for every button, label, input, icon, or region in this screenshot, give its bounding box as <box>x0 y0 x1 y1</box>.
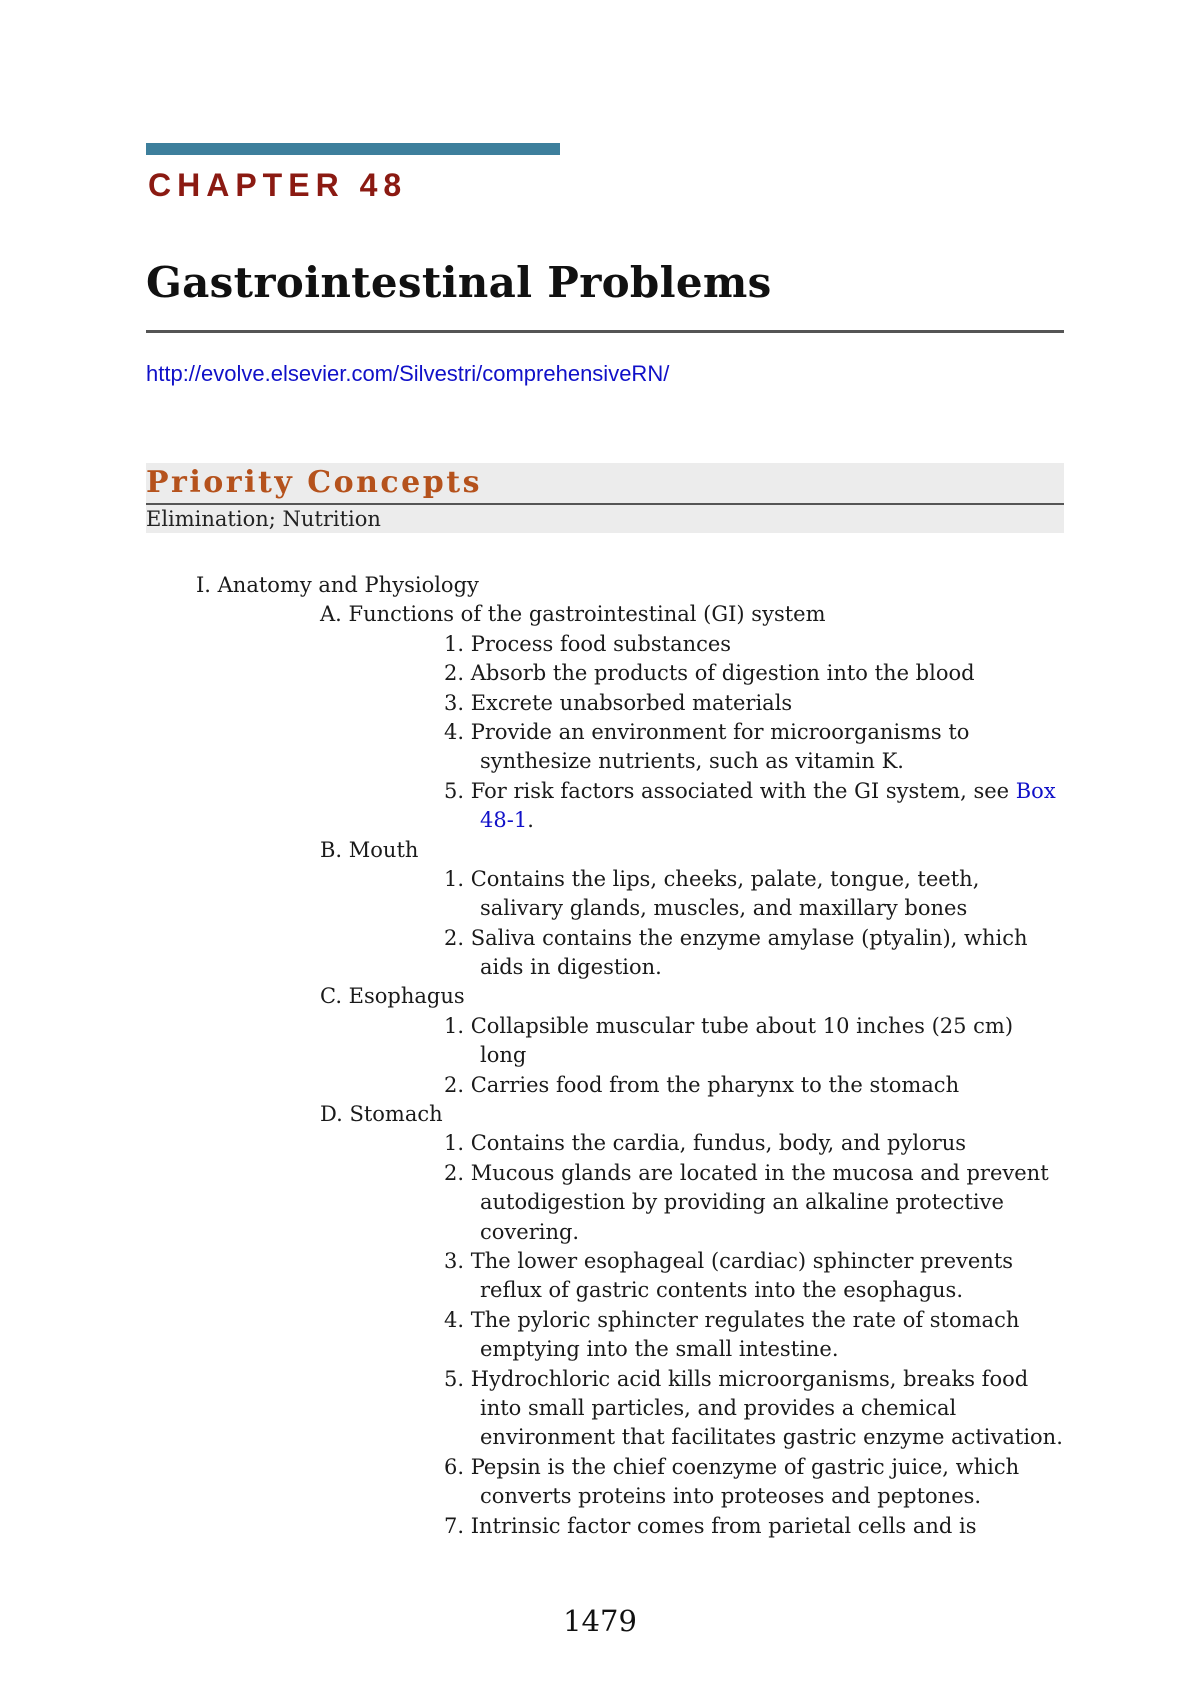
chapter-outline <box>0 571 1200 1541</box>
outline-subsection-heading: C. Esophagus <box>320 984 465 1009</box>
outline-item: 1. Collapsible muscular tube about 10 inches (25 cm) <box>444 1013 1014 1038</box>
outline-item-text: 5. For risk factors associated with the GI system, see <box>444 778 1016 803</box>
outline-item-continuation: synthesize nutrients, such as vitamin K. <box>480 749 904 774</box>
outline-item-continuation: aids in digestion. <box>480 955 662 980</box>
outline-item-continuation: salivary glands, muscles, and maxillary bones <box>480 896 968 921</box>
outline-item: 1. Contains the cardia, fundus, body, and pylorus <box>444 1131 967 1156</box>
outline-item-continuation: emptying into the small intestine. <box>480 1337 839 1362</box>
outline-item: 7. Intrinsic factor comes from parietal cells and is <box>444 1513 977 1538</box>
outline-item <box>0 777 1200 806</box>
outline-item-continuation: environment that facilitates gastric enzyme activation. <box>480 1425 1063 1450</box>
outline-item: 4. Provide an environment for microorganisms to <box>444 719 970 744</box>
outline-item: 6. Pepsin is the chief coenzyme of gastric juice, which <box>444 1454 1020 1479</box>
priority-divider <box>146 503 1064 505</box>
chapter-accent-bar <box>146 143 560 155</box>
outline-item: 2. Absorb the products of digestion into the blood <box>444 661 975 686</box>
outline-section-heading: I. Anatomy and Physiology <box>196 573 479 597</box>
outline-item-continuation: covering. <box>480 1219 580 1244</box>
outline-subsection-heading: A. Functions of the gastrointestinal (GI) system <box>320 602 826 627</box>
chapter-label: CHAPTER 48 <box>148 167 408 203</box>
outline-subsection-heading: B. Mouth <box>320 837 419 862</box>
outline-item: 1. Process food substances <box>444 631 732 656</box>
outline-item-continuation: reflux of gastric contents into the esophagus. <box>480 1278 964 1303</box>
priority-concepts-heading: Priority Concepts <box>146 465 482 500</box>
outline-item: 1. Contains the lips, cheeks, palate, tongue, teeth, <box>444 866 980 891</box>
outline-item-continuation: into small particles, and provides a chemical <box>480 1395 957 1420</box>
outline-item: 2. Mucous glands are located in the mucosa and prevent <box>444 1160 1049 1185</box>
box-48-1-link-continued[interactable]: 48-1 <box>480 808 528 833</box>
outline-item: 2. Saliva contains the enzyme amylase (ptyalin), which <box>444 925 1028 950</box>
outline-item-continuation: converts proteins into proteoses and peptones. <box>480 1484 982 1509</box>
box-48-1-link[interactable]: Box <box>1015 778 1056 803</box>
page-number: 1479 <box>563 1604 637 1638</box>
outline-item: 5. Hydrochloric acid kills microorganisms, breaks food <box>444 1366 1029 1391</box>
outline-item-continuation <box>0 806 1200 835</box>
evolve-link[interactable]: http://evolve.elsevier.com/Silvestri/comprehensiveRN/ <box>146 361 670 386</box>
outline-item-continuation: long <box>480 1043 527 1068</box>
outline-subsection-heading: D. Stomach <box>320 1102 443 1127</box>
outline-item-continuation: autodigestion by providing an alkaline protective <box>480 1190 1004 1215</box>
chapter-title: Gastrointestinal Problems <box>146 258 772 307</box>
outline-item: 2. Carries food from the pharynx to the stomach <box>444 1072 960 1097</box>
outline-item-text: . <box>527 808 534 833</box>
outline-item: 4. The pyloric sphincter regulates the rate of stomach <box>444 1307 1020 1332</box>
outline-item: 3. Excrete unabsorbed materials <box>444 690 793 715</box>
outline-item: 3. The lower esophageal (cardiac) sphincter prevents <box>444 1248 1014 1273</box>
title-divider <box>146 330 1064 333</box>
priority-concepts-value: Elimination; Nutrition <box>146 507 381 531</box>
priority-concepts-box <box>146 463 1064 533</box>
